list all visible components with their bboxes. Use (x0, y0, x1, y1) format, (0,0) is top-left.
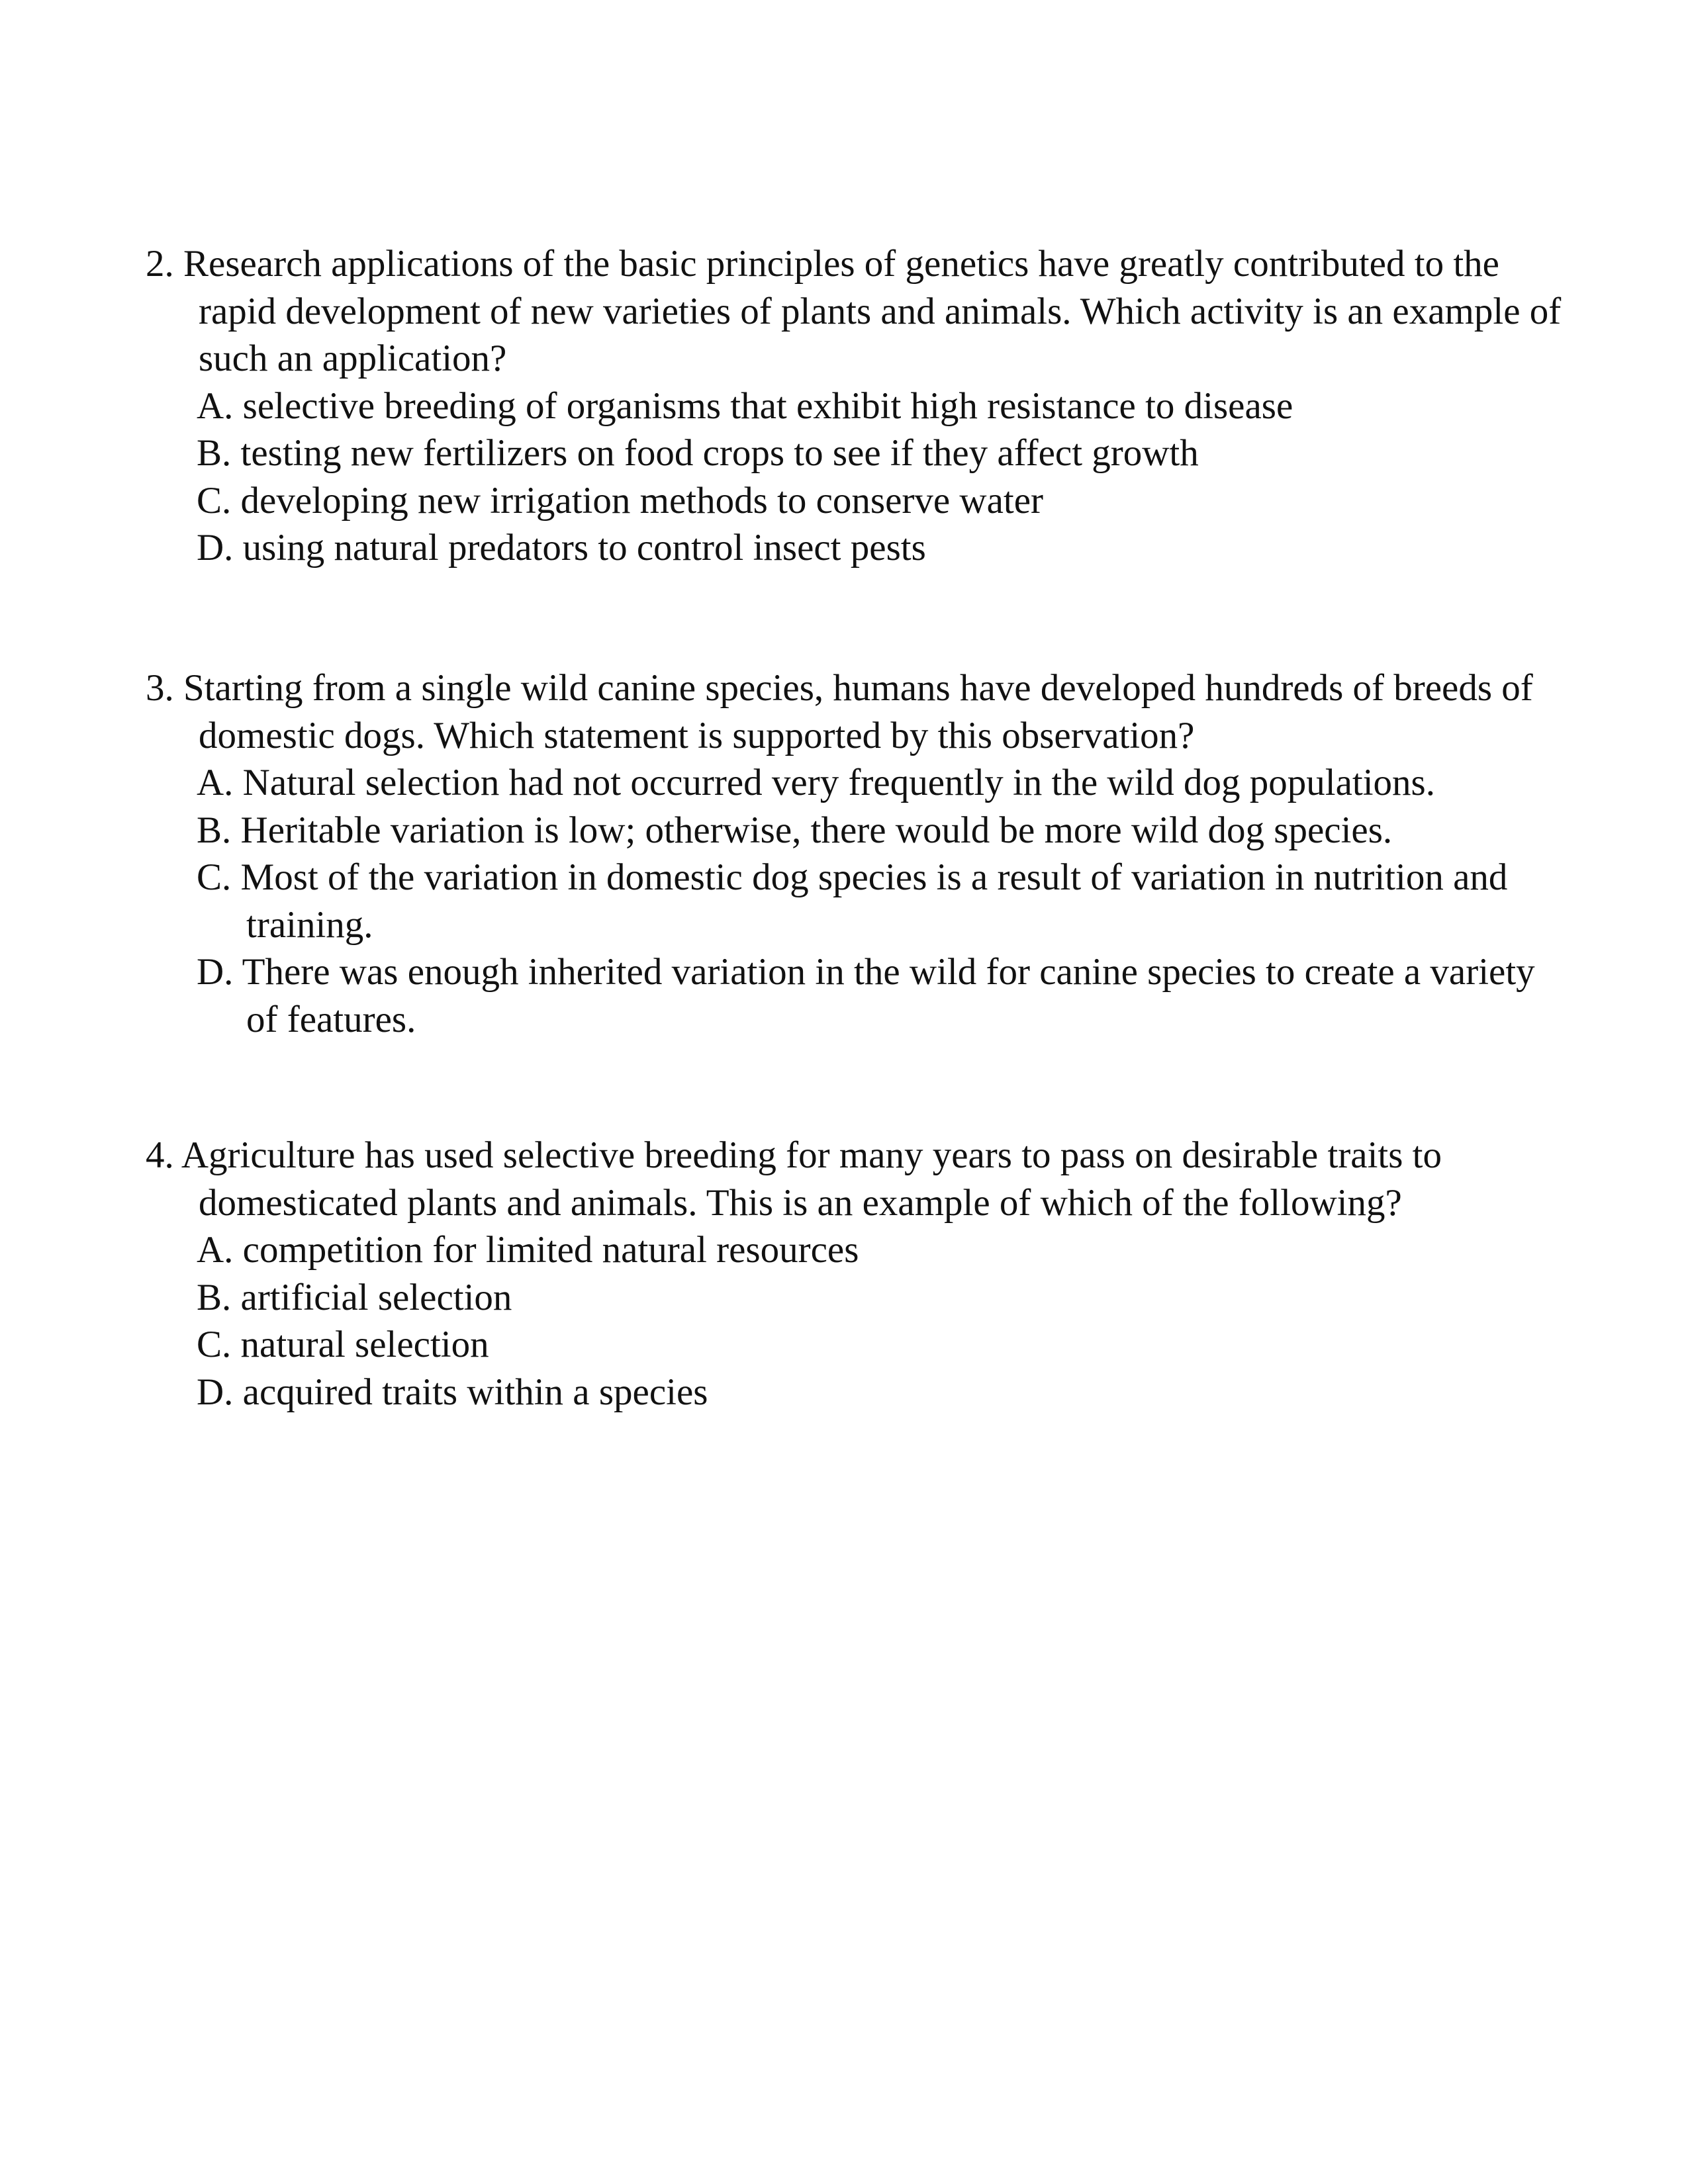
option-letter: A . (197, 385, 243, 427)
option-letter: A . (197, 1229, 243, 1271)
answer-option-d[interactable] (197, 948, 1562, 1043)
answer-option-b[interactable] (197, 1274, 1562, 1322)
answer-option-b[interactable] (197, 807, 1562, 854)
question-stem: 3. Starting from a single wild canine species, humans have developed hundreds of breeds of domestic dogs. Which statement is supported by this observation? (146, 667, 1533, 756)
option-letter: B . (197, 1277, 241, 1318)
question-2 (146, 240, 1562, 572)
answer-option-c[interactable] (197, 1321, 1562, 1369)
option-letter: B . (197, 432, 241, 474)
answer-option-a[interactable] (197, 759, 1562, 807)
option-letter: C . (197, 1324, 241, 1365)
answer-options (146, 1226, 1562, 1416)
question-text: Research applications of the basic principles of genetics have greatly contributed to the rapid development of new varieties of plants and animals. Which activity is an example of such an application? (183, 243, 1562, 379)
answer-options (146, 759, 1562, 1043)
option-text: selective breeding of organisms that exhibit high resistance to disease (242, 385, 1293, 427)
option-text: acquired traits within a species (242, 1371, 708, 1413)
question-number: 4 (146, 1134, 165, 1176)
answer-option-c[interactable] (197, 854, 1562, 948)
question-3 (146, 664, 1562, 1043)
answer-options (146, 383, 1562, 572)
question-text: Starting from a single wild canine species, humans have developed hundreds of breeds of domestic dogs. Which statement is supported by this observation? (183, 667, 1533, 756)
question-stem: 2. Research applications of the basic principles of genetics have greatly contributed to the rapid development of new varieties of plants and animals. Which activity is an example of such an application? (146, 243, 1562, 379)
option-letter: D . (197, 951, 242, 993)
answer-option-d[interactable] (197, 1369, 1562, 1416)
option-text: Heritable variation is low; otherwise, there would be more wild dog species. (240, 809, 1393, 851)
option-letter: C . (197, 480, 241, 522)
answer-option-b[interactable] (197, 430, 1562, 477)
option-text: competition for limited natural resources (242, 1229, 859, 1271)
question-number: 3 (146, 667, 165, 709)
option-text: There was enough inherited variation in the wild for canine species to create a variety of features. (242, 951, 1535, 1040)
option-text: natural selection (240, 1324, 489, 1365)
answer-option-a[interactable] (197, 383, 1562, 430)
option-letter: C . (197, 856, 241, 898)
option-letter: B . (197, 809, 241, 851)
answer-option-d[interactable] (197, 524, 1562, 572)
option-text: developing new irrigation methods to conserve water (240, 479, 1044, 522)
option-letter: A . (197, 762, 243, 803)
option-letter: D . (197, 527, 243, 569)
question-number: 2 (146, 243, 165, 285)
option-text: using natural predators to control insect pests (242, 527, 926, 569)
option-text: testing new fertilizers on food crops to see if they affect growth (240, 432, 1199, 474)
question-stem: 4. Agriculture has used selective breeding for many years to pass on desirable traits to domesticated plants and animals. This is an example of which of the following? (146, 1134, 1442, 1224)
answer-option-a[interactable] (197, 1226, 1562, 1274)
option-letter: D . (197, 1371, 243, 1413)
option-text: Most of the variation in domestic dog species is a result of variation in nutrition and training. (240, 856, 1508, 946)
option-text: Natural selection had not occurred very frequently in the wild dog populations. (242, 762, 1435, 803)
question-4 (146, 1132, 1562, 1416)
question-text: Agriculture has used selective breeding for many years to pass on desirable traits to domesticated plants and animals. This is an example of which of the following? (181, 1134, 1442, 1224)
answer-option-c[interactable] (197, 477, 1562, 525)
option-text: artificial selection (240, 1276, 512, 1318)
